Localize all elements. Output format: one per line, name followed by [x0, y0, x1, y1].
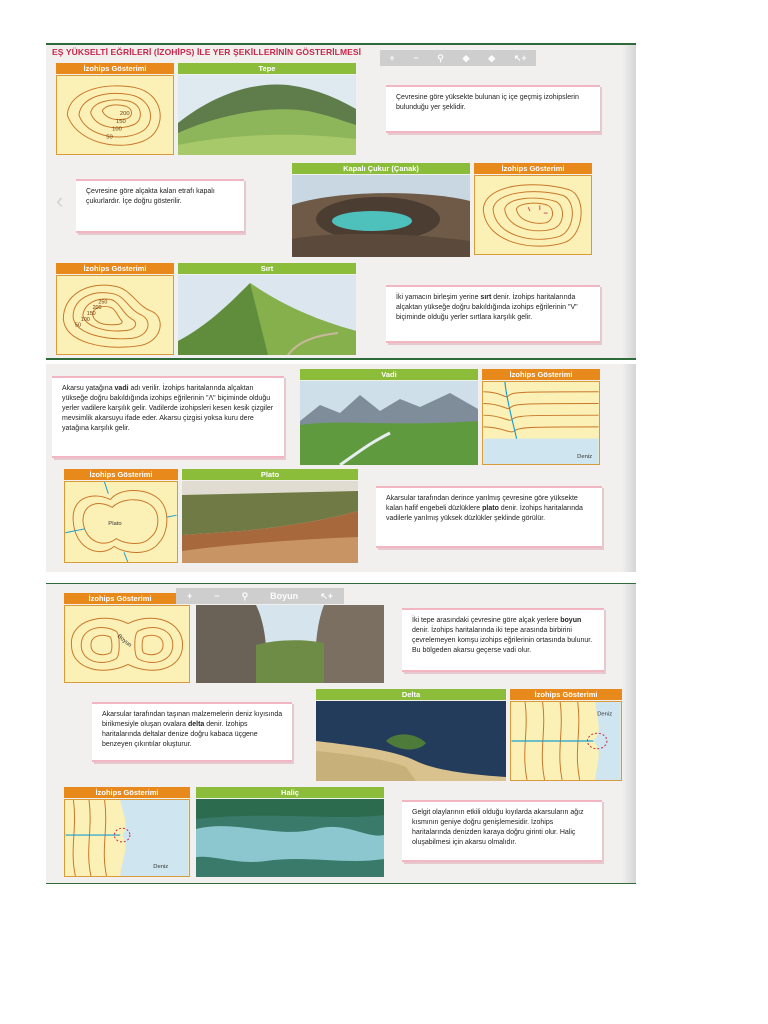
tepe-photo	[178, 75, 356, 155]
panel-landforms-2	[46, 364, 636, 572]
halic-text: Gelgit olaylarının etkili olduğu kıyılarda akarsuların ağız kısmının geniye doğru genişlemesidir. İzohips haritalarında denizden karaya doğru girinti olur. Haliç oluşabilmesi için akarsu olmalıdır.	[412, 809, 584, 846]
sirt-photo-header: Sırt	[178, 263, 356, 274]
canak-text: Çevresine göre alçakta kalan etrafı kapalı çukurlardır. İçe doğru gösterilir.	[86, 188, 215, 205]
prev-icon[interactable]: ◆	[462, 52, 470, 63]
page-title: EŞ YÜKSELTİ EĞRİLERİ (İZOHİPS) İLE YER ŞEKİLLERİNİN GÖSTERİLMESİ	[52, 47, 362, 57]
search-icon[interactable]: ⚲	[437, 52, 444, 63]
boyun-text-before: İki tepe arasındaki çevresine göre alçak yerlere	[412, 617, 561, 624]
halic-map-header: İzohips Gösterimi	[64, 787, 190, 798]
pointer-add-icon[interactable]: ↖+	[320, 590, 333, 601]
sirt-term: sırt	[480, 294, 492, 301]
delta-satellite-illustration	[316, 701, 506, 781]
tepe-description	[386, 85, 600, 133]
tepe-contour-map	[56, 75, 174, 155]
tepe-contour-drawing	[57, 76, 173, 154]
vadi-term: vadi	[114, 385, 129, 392]
halic-photo	[196, 799, 384, 877]
panel-landforms-3	[46, 583, 636, 884]
sirt-description	[386, 285, 600, 343]
sea-label: Deniz	[597, 711, 613, 718]
vadi-contour-map	[482, 381, 600, 465]
canak-photo	[292, 175, 470, 257]
contour-label: 200	[119, 111, 130, 117]
contour-label: 50	[75, 322, 81, 329]
delta-photo-header: Delta	[316, 689, 506, 700]
plato-map-label: Plato	[108, 520, 122, 527]
next-icon[interactable]: ◆	[488, 52, 496, 63]
viewer-toolbar-2[interactable]	[176, 588, 344, 604]
sirt-contour-map	[56, 275, 174, 355]
vadi-photo-header: Vadi	[300, 369, 478, 380]
vadi-text-before: Akarsu yatağına	[62, 385, 115, 392]
halic-contour-map	[64, 799, 190, 877]
sirt-map-header: İzohips Gösterimi	[56, 263, 174, 274]
chevron-left-icon[interactable]: ‹	[56, 188, 64, 213]
contour-label: 150	[115, 118, 126, 125]
plato-text-after: denir. İzohips haritalarında vadilerle yarılmış yüksek düzlükler şeklinde görülür.	[386, 505, 583, 522]
contour-label: 50	[106, 134, 113, 141]
sirt-text-after: denir. İzohips haritalarında alçaktan yükseğe doğru bakıldığında izohips eğrilerinin "V" biçiminde olduğu yerler sırtlara karşılık gelir.	[396, 294, 578, 321]
canak-contour-drawing	[475, 176, 591, 254]
boyun-map-label: Boyun	[115, 633, 133, 649]
boyun-map-header: İzohips Gösterimi	[64, 593, 176, 604]
delta-contour-map	[510, 701, 622, 781]
panel-landforms-1	[46, 43, 636, 360]
tepe-photo-header: Tepe	[178, 63, 356, 74]
vadi-contour-drawing	[483, 382, 599, 464]
plato-contour-drawing	[65, 482, 177, 562]
sea-label: Deniz	[153, 864, 169, 871]
contour-label: 150	[86, 311, 96, 317]
contour-label: 100	[112, 126, 122, 133]
delta-photo	[316, 701, 506, 781]
canak-description	[76, 179, 244, 233]
canak-map-header: İzohips Gösterimi	[474, 163, 592, 174]
contour-label: 100	[80, 316, 90, 323]
saddle-illustration	[196, 605, 384, 683]
delta-contour-drawing	[511, 702, 621, 780]
plato-contour-map	[64, 481, 178, 563]
halic-description	[402, 800, 602, 862]
pointer-add-icon[interactable]: ↖+	[513, 52, 527, 63]
sea-label: Deniz	[577, 454, 593, 461]
plateau-illustration	[182, 481, 358, 563]
sirt-text-before: İki yamacın birleşim yerine	[396, 294, 481, 301]
tepe-text: Çevresine göre yüksekte bulunan iç içe geçmiş izohipslerin bulunduğu yer şeklidir.	[396, 94, 579, 111]
ridge-illustration	[178, 275, 356, 355]
delta-text-after: denir. İzohips haritalarında deltalar denize doğru kabaca üçgene benzeyen çıkıntılar oluşturur.	[102, 721, 258, 748]
vadi-photo	[300, 381, 478, 465]
viewer-toolbar[interactable]	[380, 50, 536, 66]
search-icon[interactable]: ⚲	[241, 590, 249, 601]
valley-illustration	[300, 381, 478, 465]
delta-map-header: İzohips Gösterimi	[510, 689, 622, 700]
plato-text-before: Akarsular tarafından derince yarılmış çevresine göre yüksekte kalan hafif engebeli düzlüklere	[386, 495, 578, 512]
vadi-map-header: İzohips Gösterimi	[482, 369, 600, 380]
canak-contour-map	[474, 175, 592, 255]
sirt-photo	[178, 275, 356, 355]
halic-contour-drawing	[65, 800, 189, 876]
boyun-photo-header: Boyun	[270, 591, 299, 601]
boyun-term: boyun	[560, 617, 582, 624]
hill-illustration	[178, 75, 356, 155]
vadi-description	[52, 376, 284, 458]
vadi-text-after: adı verilir. İzohips haritalarında alçaktan yükseğe doğru bakıldığında izohips eğrilerinin "Λ" biçiminde olduğu yerler vadilere karşılık gelir. Vadilerde izohipsleri kesen kesik çizgiler mevsimlik akarsuyu ifade eder. Akarsu çizgisi yoksa kuru dere yatağına karşılık gelir.	[62, 385, 274, 432]
plato-photo-header: Plato	[182, 469, 358, 480]
zoom-out-icon[interactable]: −	[413, 53, 419, 63]
tepe-map-header: İzohips Gösterimi	[56, 63, 174, 74]
delta-description	[92, 702, 292, 762]
delta-text-before: Akarsular tarafından taşınan malzemelerin deniz kıyısında birikmesiyle oluşan ovalara	[102, 711, 283, 728]
sirt-contour-drawing	[57, 276, 173, 354]
delta-term: delta	[187, 721, 205, 728]
boyun-contour-drawing	[65, 606, 189, 682]
boyun-photo	[196, 605, 384, 683]
boyun-text-after: denir. İzohips haritalarında iki tepe arasında birbirini çevrelemeyen komşu izohips eğrilerinin ortasında bulunur. Bu bölgeden akarsu geçerse vadi olur.	[412, 627, 593, 654]
zoom-in-icon[interactable]: +	[389, 53, 395, 63]
plato-map-header: İzohips Gösterimi	[64, 469, 178, 480]
plato-term: plato	[482, 505, 499, 512]
plato-description	[376, 486, 602, 548]
boyun-description	[402, 608, 604, 672]
canak-photo-header: Kapalı Çukur (Çanak)	[292, 163, 470, 174]
halic-photo-header: Haliç	[196, 787, 384, 798]
estuary-satellite-illustration	[196, 799, 384, 877]
zoom-out-icon[interactable]: −	[214, 591, 220, 601]
contour-label: 250	[98, 299, 108, 306]
contour-label: 200	[92, 305, 102, 312]
plato-photo	[182, 481, 358, 563]
zoom-in-icon[interactable]: +	[187, 591, 193, 601]
boyun-contour-map	[64, 605, 190, 683]
crater-illustration	[292, 175, 470, 257]
